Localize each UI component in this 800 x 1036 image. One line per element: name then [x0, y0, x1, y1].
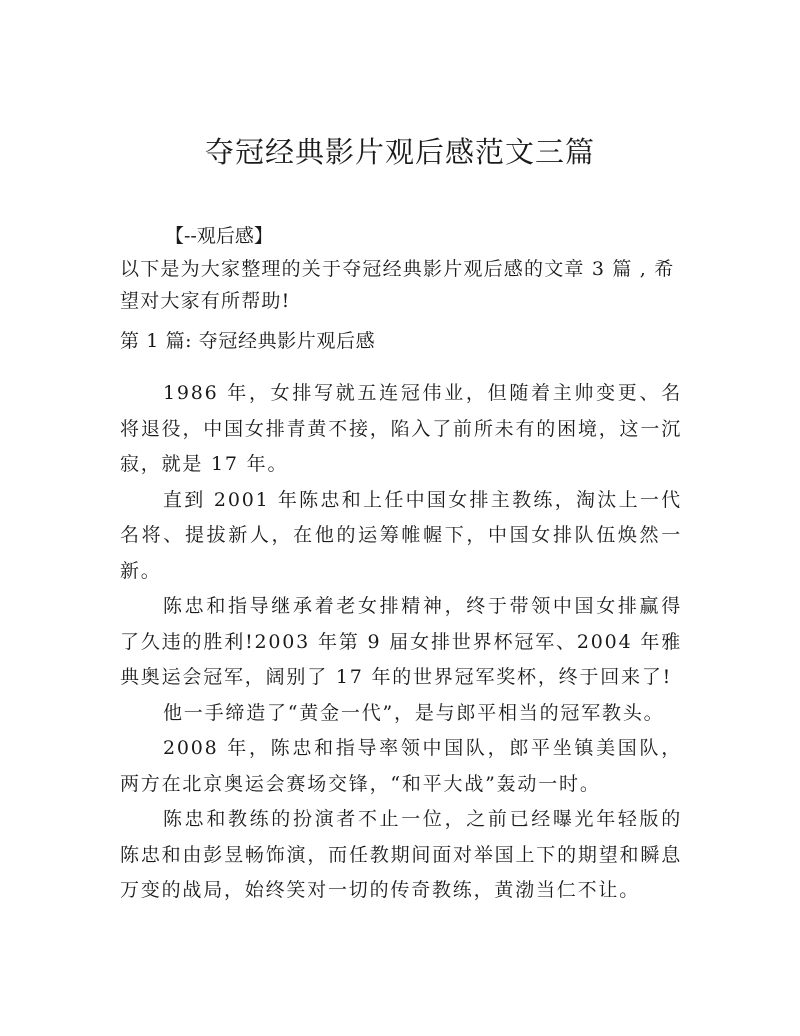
document-title: 夺冠经典影片观后感范文三篇 — [204, 135, 595, 169]
intro-paragraph: 以下是为大家整理的关于夺冠经典影片观后感的文章 3 篇 , 希望对大家有所帮助! — [120, 258, 675, 312]
section-heading: 第 1 篇: 夺冠经典影片观后感 — [120, 330, 376, 352]
paragraph: 直到 2001 年陈忠和上任中国女排主教练，淘汰上一代名将、提拔新人，在他的运筹帷幄下，中国女排队伍焕然一新。 — [120, 488, 682, 582]
article-body — [120, 376, 682, 909]
paragraph: 1986 年，女排写就五连冠伟业，但随着主帅变更、名将退役，中国女排青黄不接，陷入了前所未有的困境，这一沉寂，就是 17 年。 — [120, 382, 682, 475]
paragraph: 他一手缔造了“黄金一代”，是与郎平相当的冠军教头。 — [163, 701, 665, 724]
paragraph: 2008 年，陈忠和指导率领中国队，郎平坐镇美国队，两方在北京奥运会赛场交锋，“和平大战”轰动一时。 — [120, 737, 682, 795]
category-tag: 【--观后感】 — [165, 225, 273, 247]
paragraph: 陈忠和教练的扮演者不止一位，之前已经曝光年轻版的陈忠和由彭昱畅饰演，而任教期间面对举国上下的期望和瞬息万变的战局，始终笑对一切的传奇教练，黄渤当仁不让。 — [120, 808, 682, 901]
paragraph: 陈忠和指导继承着老女排精神，终于带领中国女排赢得了久违的胜利!2003 年第 9 届女排世界杯冠军、2004 年雅典奥运会冠军，阔别了 17 年的世界冠军奖杯，终于回来了! — [120, 595, 682, 688]
